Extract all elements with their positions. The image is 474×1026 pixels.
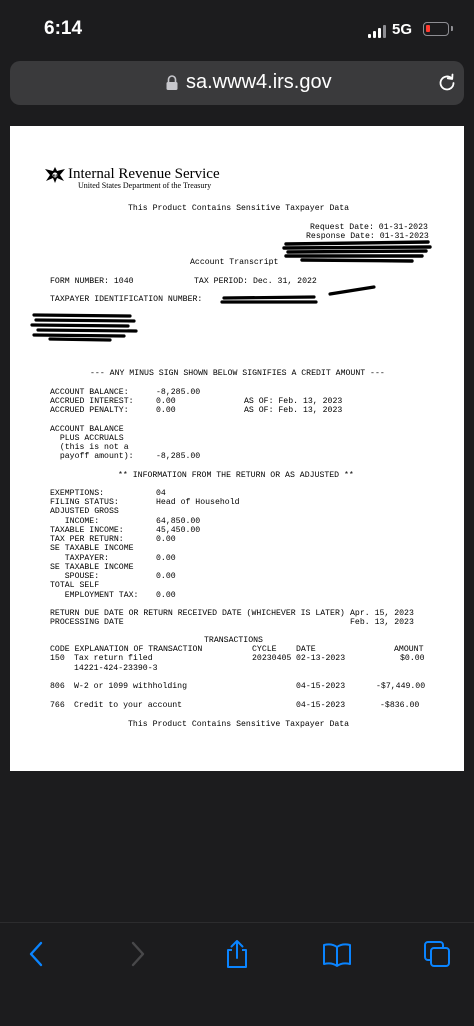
tx-amount: -$7,449.00 [376,682,426,691]
svg-text:IRS: IRS [51,172,59,178]
balance-value-interest: 0.00 [156,397,176,406]
sensitive-notice-bottom: This Product Contains Sensitive Taxpayer Data [128,720,350,729]
return-row-label: SE TAXABLE INCOME [50,544,134,553]
tx-date: 04-15-2023 [296,682,346,691]
return-row-value: Head of Household [156,498,240,507]
payoff-line: ACCOUNT BALANCE [50,425,124,434]
back-icon[interactable] [22,939,52,969]
tx-description: Credit to your account [74,701,183,710]
return-row-label: SE TAXABLE INCOME [50,563,134,572]
processing-date-value: Feb. 13, 2023 [350,618,414,627]
tin-label: TAXPAYER IDENTIFICATION NUMBER: [50,295,203,304]
balance-asof-penalty: AS OF: Feb. 13, 2023 [244,406,343,415]
return-row-label: TOTAL SELF [50,581,100,590]
balance-value-penalty: 0.00 [156,406,176,415]
tx-description: Tax return filed [74,654,153,663]
tx-amount: -$836.00 [380,701,420,710]
return-row-label: TAXABLE INCOME: [50,526,124,535]
tx-code: 150 [50,654,65,663]
url-text[interactable]: sa.www4.irs.gov [186,71,332,93]
return-row-value: 45,450.00 [156,526,201,535]
due-date-label: RETURN DUE DATE OR RETURN RECEIVED DATE (WHICHEVER IS LATER) [50,609,345,618]
return-row-label: TAX PER RETURN: [50,535,124,544]
transcript-title: Account Transcript [190,258,279,267]
network-type: 5G [392,21,413,38]
tx-header-cycle: CYCLE [252,645,277,654]
status-time: 6:14 [44,18,83,39]
battery-icon [423,22,449,36]
return-row-value: 04 [156,489,166,498]
irs-eagle-logo [44,166,66,184]
tx-code: 806 [50,682,65,691]
processing-date-label: PROCESSING DATE [50,618,124,627]
redaction-scribble [282,238,432,264]
redaction-name-address [30,310,140,344]
form-number: FORM NUMBER: 1040 [50,277,134,286]
return-row-value: 0.00 [156,554,176,563]
payoff-line: (this is not a [50,443,129,452]
sensitive-notice-top: This Product Contains Sensitive Taxpayer Data [128,204,350,213]
reload-icon[interactable] [436,72,458,94]
due-date-value: Apr. 15, 2023 [350,609,414,618]
agency-subtitle: United States Department of the Treasury [78,181,212,190]
return-row-label: ADJUSTED GROSS [50,507,119,516]
tx-amount: $0.00 [400,654,425,663]
tx-extra: 14221-424-23390-3 [74,664,158,673]
lock-icon [165,75,179,91]
return-row-label: TAXPAYER: [50,554,109,563]
tabs-icon[interactable] [422,939,452,969]
return-row-value: 0.00 [156,535,176,544]
signal-icon [368,24,388,38]
tx-description: W-2 or 1099 withholding [74,682,188,691]
return-row-label: SPOUSE: [50,572,100,581]
tx-header-code: CODE EXPLANATION OF TRANSACTION [50,645,203,654]
agency-name: Internal Revenue Service [68,166,220,182]
tx-cycle: 20230405 [252,654,292,663]
tx-date: 04-15-2023 [296,701,346,710]
forward-icon[interactable] [122,939,152,969]
address-bar[interactable] [10,61,464,105]
tx-date: 02-13-2023 [296,654,346,663]
tx-header-date: DATE [296,645,316,654]
tax-period: TAX PERIOD: Dec. 31, 2022 [194,277,317,286]
tx-code: 766 [50,701,65,710]
battery-level [426,25,430,32]
balance-asof-interest: AS OF: Feb. 13, 2023 [244,397,343,406]
browser-toolbar [0,922,474,1026]
response-date: Response Date: 01-31-2023 [306,232,429,241]
transcript-page [10,126,464,771]
tx-header-amount: AMOUNT [394,645,424,654]
return-row-label: FILING STATUS: [50,498,119,507]
return-row-value: 64,850.00 [156,517,201,526]
balance-value-account: -8,285.00 [156,388,201,397]
minus-sign-notice: --- ANY MINUS SIGN SHOWN BELOW SIGNIFIES A CREDIT AMOUNT --- [90,369,385,378]
status-bar [0,0,474,60]
request-date: Request Date: 01-31-2023 [310,223,428,232]
balance-label-interest: ACCRUED INTEREST: [50,397,134,406]
share-icon[interactable] [222,939,252,969]
payoff-line: PLUS ACCRUALS [50,434,124,443]
battery-nub [451,26,453,31]
return-row-value: 0.00 [156,591,176,600]
transactions-title: TRANSACTIONS [204,636,263,645]
web-content[interactable] [0,112,474,922]
payoff-line: payoff amount): [50,452,134,461]
redaction-tin [218,284,378,308]
return-row-label: INCOME: [50,517,100,526]
bookmarks-icon[interactable] [322,939,352,969]
return-row-label: EXEMPTIONS: [50,489,105,498]
balance-label-penalty: ACCRUED PENALTY: [50,406,129,415]
return-info-header: ** INFORMATION FROM THE RETURN OR AS ADJUSTED ** [118,471,354,480]
payoff-value: -8,285.00 [156,452,201,461]
balance-label-account: ACCOUNT BALANCE: [50,388,129,397]
return-row-value: 0.00 [156,572,176,581]
return-row-label: EMPLOYMENT TAX: [50,591,139,600]
